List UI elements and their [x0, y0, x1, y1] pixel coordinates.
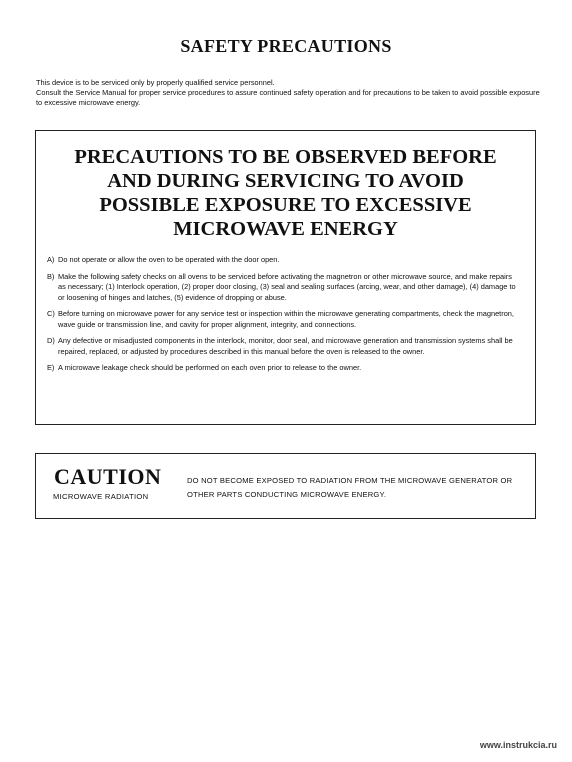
caution-box — [35, 453, 536, 519]
list-item-text: Before turning on microwave power for any service test or inspection within the microwave generating compartments, check the magnetron, wave guide or transmission line, and cavity for proper alignment, integrity, and connections. — [58, 309, 514, 329]
list-item-text: A microwave leakage check should be performed on each oven prior to release to the owner. — [58, 363, 362, 372]
list-item-text: Any defective or misadjusted components in the interlock, monitor, door seal, and microwave generation and transmission systems shall be repaired, replaced, or adjusted by procedures described in this manual before the oven is released to the owner. — [58, 336, 513, 356]
intro-line-1: This device is to be serviced only by properly qualified service personnel. — [36, 78, 275, 87]
page-title: SAFETY PRECAUTIONS — [180, 36, 392, 56]
list-marker: B) — [47, 271, 55, 281]
precautions-box — [35, 130, 536, 425]
list-item-text: Do not operate or allow the oven to be operated with the door open. — [58, 255, 280, 264]
caution-heading: CAUTION — [54, 464, 162, 489]
intro-text — [36, 78, 540, 108]
list-item — [47, 336, 517, 357]
list-item — [47, 272, 517, 304]
list-item — [47, 309, 517, 330]
list-marker: C) — [47, 309, 55, 318]
list-item-text: Make the following safety checks on all ovens to be serviced before activating the magnetron or other microwave source, and make repairs as necessary; (1) Interlock operation, (2) proper door closing, (3) seal and sealing surfaces (arcing, wear, and other damage), (4) damage to or loosening of hinges and latches, (5) evidence of dropping or abuse. — [58, 271, 516, 302]
caution-text: DO NOT BECOME EXPOSED TO RADIATION FROM THE MICROWAVE GENERATOR OR OTHER PARTS CONDUCTING MICROWAVE ENERGY. — [187, 476, 513, 499]
precautions-list — [36, 255, 535, 374]
intro-line-2: Consult the Service Manual for proper service procedures to assure continued safety operation and for precautions to be taken to avoid possible exposure to excessive microwave energy. — [36, 88, 540, 107]
list-marker: E) — [47, 363, 55, 372]
caution-subtitle: MICROWAVE RADIATION — [53, 492, 149, 501]
list-marker: D) — [47, 336, 55, 345]
precautions-heading: PRECAUTIONS TO BE OBSERVED BEFORE AND DURING SERVICING TO AVOID POSSIBLE EXPOSURE TO EXCESSIVE MICROWAVE ENERGY — [74, 146, 497, 240]
list-marker: A) — [47, 255, 55, 264]
footer-watermark[interactable]: www.instrukcia.ru — [479, 740, 557, 750]
list-item — [47, 363, 517, 374]
list-item — [47, 255, 517, 266]
